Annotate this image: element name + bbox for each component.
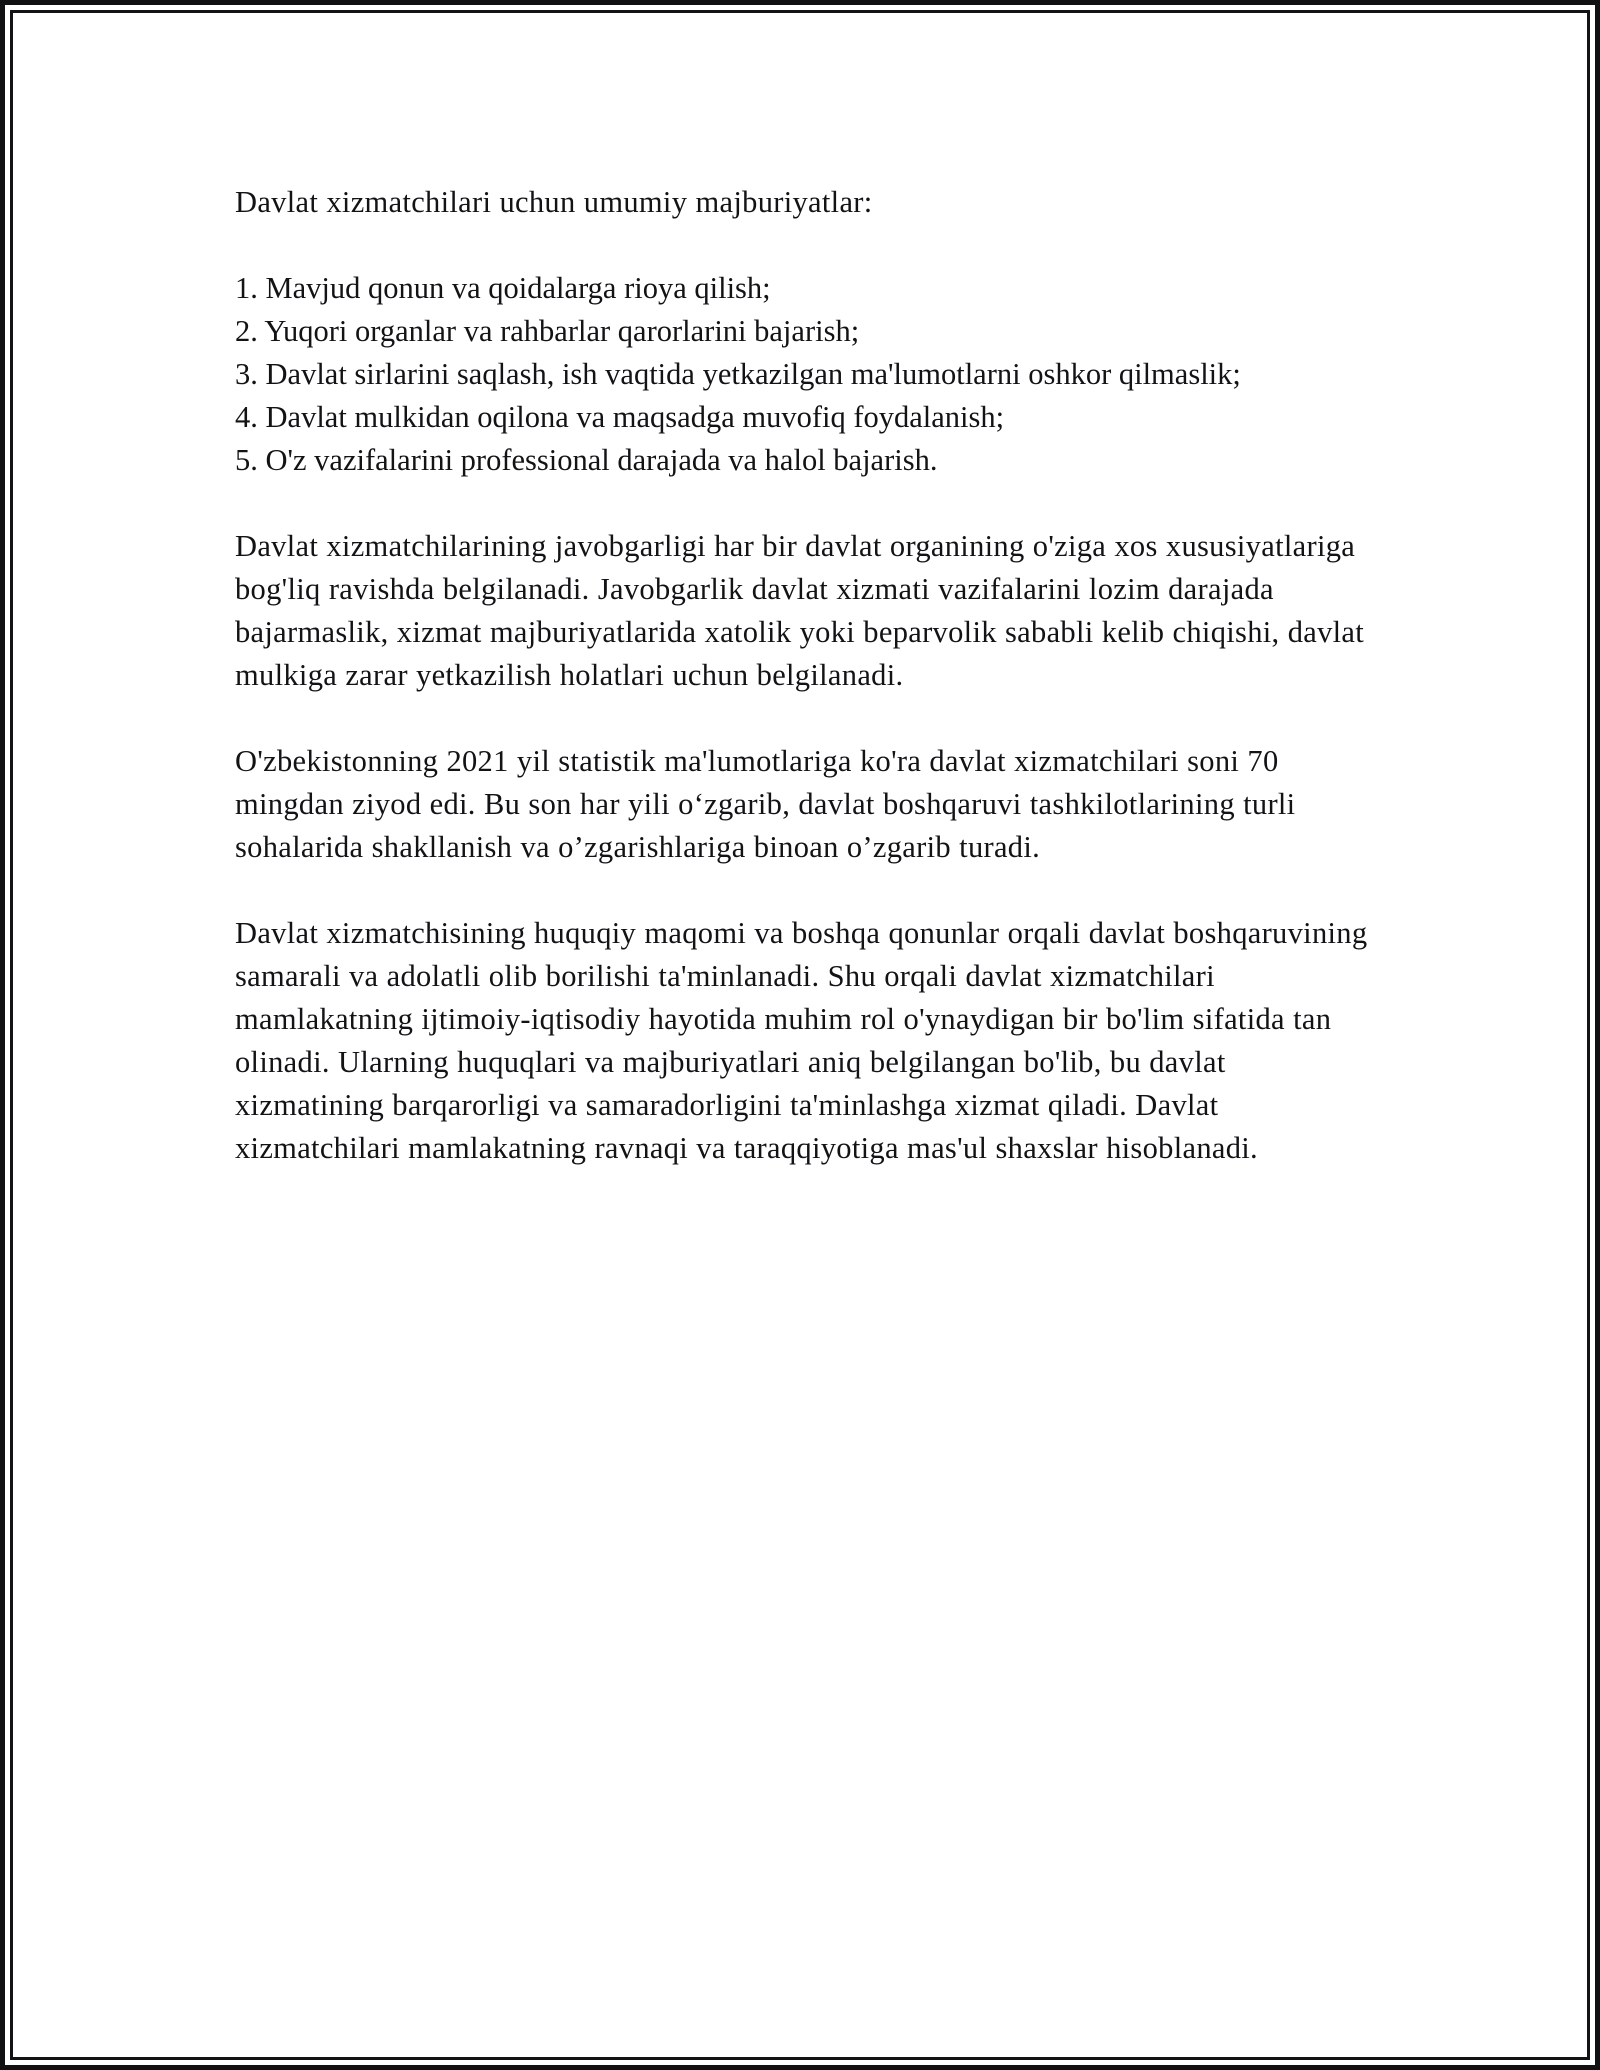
paragraph-responsibility: Davlat xizmatchilarining javobgarligi har bir davlat organining o'ziga xos xususiyatlariga bog'liq ravishda belgilanadi. Javobgarlik davlat xizmati vazifalarini lozim darajada bajarmaslik, xizmat majburiyatlarida xatolik yoki beparvolik sababli kelib chiqishi, davlat mulkiga zarar yetkazilish holatlari uchun belgilanadi. (235, 529, 1373, 692)
page-border-rule (10, 10, 1590, 2060)
gap-after-list (235, 482, 1375, 525)
page-sheet (13, 13, 1587, 2057)
gap-after-paragraph-1 (235, 697, 1375, 740)
obligations-list (235, 267, 1375, 482)
list-item: 5. O'z vazifalarini professional darajada va halol bajarish. (235, 443, 938, 477)
paragraph-legal-status: Davlat xizmatchisining huquqiy maqomi va boshqa qonunlar orqali davlat boshqaruvining samarali va adolatli olib borilishi ta'minlanadi. Shu orqali davlat xizmatchilari mamlakatning ijtimoiy-iqtisodiy hayotida muhim rol o'ynaydigan bir bo'lim sifatida tan olinadi. Ularning huquqlari va majburiyatlari aniq belgilangan bo'lib, bu davlat xizmatining barqarorligi va samaradorligini ta'minlashga xizmat qiladi. Davlat xizmatchilari mamlakatning ravnaqi va taraqqiyotiga mas'ul shaxslar hisoblanadi. (235, 916, 1376, 1165)
list-item: 2. Yuqori organlar va rahbarlar qarorlarini bajarish; (235, 314, 860, 348)
page-frame-gap (5, 5, 1595, 2065)
paragraph-statistics: O'zbekistonning 2021 yil statistik ma'lumotlariga ko'ra davlat xizmatchilari soni 70 mingdan ziyod edi. Bu son har yili o‘zgarib, davlat boshqaruvi tashkilotlarining turli sohalarida shakllanish va o’zgarishlariga binoan o’zgarib turadi. (235, 744, 1304, 864)
gap-after-heading (235, 224, 1375, 267)
list-item: 1. Mavjud qonun va qoidalarga rioya qilish; (235, 271, 771, 305)
list-item: 3. Davlat sirlarini saqlash, ish vaqtida yetkazilgan ma'lumotlarni oshkor qilmaslik; (235, 357, 1241, 391)
list-item: 4. Davlat mulkidan oqilona va maqsadga muvofiq foydalanish; (235, 400, 1005, 434)
document-heading: Davlat xizmatchilari uchun umumiy majburiyatlar: (235, 185, 873, 219)
document-body (235, 181, 1375, 1170)
gap-after-paragraph-2 (235, 869, 1375, 912)
